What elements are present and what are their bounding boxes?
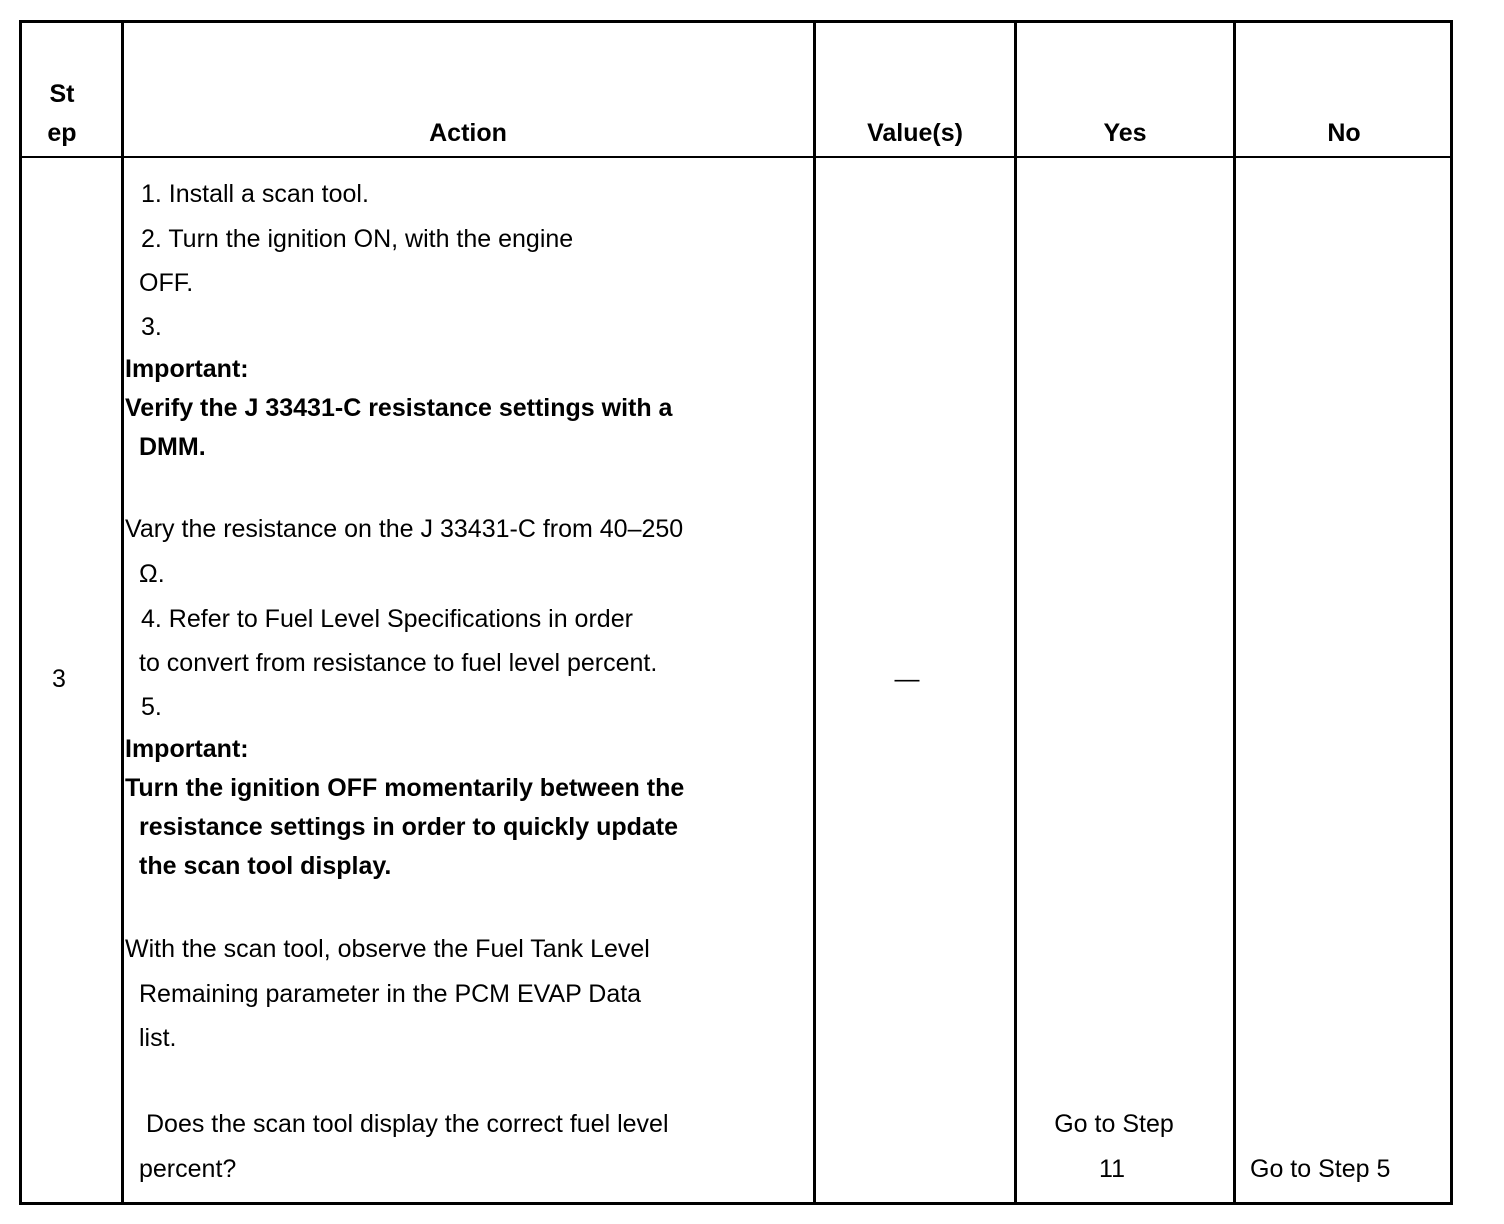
important-note: DMM. — [139, 433, 206, 461]
action-line: With the scan tool, observe the Fuel Tank Level — [125, 935, 650, 963]
action-line: Ω. — [139, 560, 165, 588]
header-action: Action — [429, 119, 507, 147]
yes-result-line2: 11 — [1099, 1155, 1125, 1183]
action-line: OFF. — [139, 269, 194, 297]
action-line: Vary the resistance on the J 33431-C from 40–250 — [125, 515, 684, 543]
action-line: 3. — [141, 313, 162, 341]
column-divider — [1014, 23, 1017, 1202]
yes-result-line1: Go to Step — [1054, 1110, 1174, 1138]
action-line: list. — [139, 1024, 177, 1052]
header-step-line2: ep — [47, 119, 77, 147]
header-divider — [22, 156, 1450, 158]
action-line: 5. — [141, 693, 162, 721]
important-note: the scan tool display. — [139, 852, 392, 880]
value-dash: — — [894, 665, 920, 693]
header-values: Value(s) — [867, 119, 963, 147]
action-line: 2. Turn the ignition ON, with the engine — [141, 225, 574, 253]
step-number: 3 — [52, 665, 66, 693]
important-label: Important: — [125, 735, 249, 763]
column-divider — [1233, 23, 1236, 1202]
column-divider — [813, 23, 816, 1202]
header-step-line1: St — [49, 80, 75, 108]
header-yes: Yes — [1103, 119, 1147, 147]
important-note: Verify the J 33431-C resistance settings with a — [125, 394, 673, 422]
important-label: Important: — [125, 355, 249, 383]
header-step — [22, 75, 102, 153]
action-question: Does the scan tool display the correct fuel level — [146, 1110, 669, 1138]
action-line: to convert from resistance to fuel level percent. — [139, 649, 658, 677]
important-note: resistance settings in order to quickly update — [139, 813, 679, 841]
no-result: Go to Step 5 — [1250, 1155, 1391, 1183]
header-no: No — [1327, 119, 1361, 147]
action-line: Remaining parameter in the PCM EVAP Data — [139, 980, 642, 1008]
action-question: percent? — [139, 1155, 237, 1183]
action-line: 4. Refer to Fuel Level Specifications in order — [141, 605, 633, 633]
important-note: Turn the ignition OFF momentarily between the — [125, 774, 685, 802]
action-line: 1. Install a scan tool. — [141, 180, 369, 208]
column-divider — [121, 23, 124, 1202]
